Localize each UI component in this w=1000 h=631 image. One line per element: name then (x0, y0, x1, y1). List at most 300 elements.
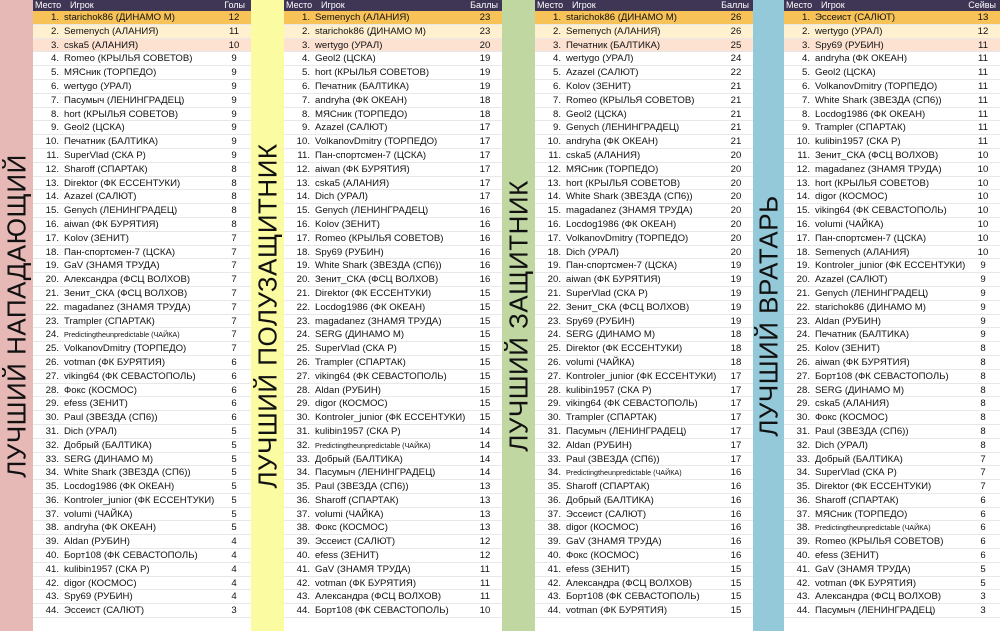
row-value: 6 (980, 550, 986, 562)
row-player: Direktor (ФК ЕССЕНТУКИ) (64, 177, 181, 189)
row-rank: 29. (296, 398, 310, 410)
row-player: GaV (ЗНАМЯ ТРУДА) (64, 260, 160, 272)
row-value: 16 (479, 205, 491, 217)
row-player: Борт108 (ФК СЕВАСТОПОЛЬ) (315, 605, 449, 617)
row-player: Direktor (ФК ЕССЕНТУКИ) (815, 481, 932, 493)
row-rank: 39. (547, 536, 561, 548)
row-player: Direktor (ФК ЕССЕНТУКИ) (315, 287, 432, 299)
table-row (535, 563, 753, 577)
row-rank: 15. (296, 205, 310, 217)
row-rank: 38. (547, 522, 561, 534)
row-rank: 38. (45, 522, 59, 534)
row-value: 6 (980, 522, 986, 534)
row-value: 9 (980, 260, 986, 272)
row-value: 5 (231, 494, 237, 506)
table-row (284, 25, 502, 39)
row-value: 9 (980, 315, 986, 327)
row-player: hort (КРЫЛЬЯ СОВЕТОВ) (64, 108, 179, 120)
row-rank: 21. (296, 287, 310, 299)
row-rank: 26. (296, 356, 310, 368)
table-row (535, 508, 753, 522)
table-row (284, 149, 502, 163)
row-player: Пасумыч (ЛЕНИНГРАДЕЦ) (815, 605, 936, 617)
row-value: 4 (231, 536, 237, 548)
row-value: 6 (231, 398, 237, 410)
table-row (784, 80, 1000, 94)
row-player: aiwan (ФК БУРЯТИЯ) (64, 218, 159, 230)
row-rank: 41. (796, 563, 810, 575)
row-value: 17 (479, 191, 491, 203)
table-row (284, 52, 502, 66)
table-row (284, 356, 502, 370)
row-rank: 20. (45, 274, 59, 286)
row-value: 5 (231, 467, 237, 479)
row-value: 5 (231, 425, 237, 437)
table-row (535, 259, 753, 273)
row-value: 17 (730, 453, 742, 465)
table-row (33, 177, 251, 191)
row-rank: 20. (796, 274, 810, 286)
row-rank: 36. (45, 494, 59, 506)
row-rank: 7. (552, 94, 561, 106)
row-rank: 34. (547, 467, 561, 479)
row-rank: 26. (796, 356, 810, 368)
table-row (784, 370, 1000, 384)
row-value: 5 (231, 522, 237, 534)
row-rank: 32. (547, 439, 561, 451)
row-rank: 27. (547, 370, 561, 382)
row-rank: 8. (301, 108, 310, 120)
table-row (535, 384, 753, 398)
table-row (784, 177, 1000, 191)
row-player: starichok86 (ДИНАМО М) (64, 12, 175, 23)
table-forward (33, 0, 251, 631)
section-strip-forward (0, 0, 33, 631)
row-player: wertygo (УРАЛ) (315, 39, 383, 51)
row-rank: 8. (50, 108, 59, 120)
row-player: Azazel (САЛЮТ) (315, 122, 388, 134)
header-value: Баллы (721, 0, 749, 10)
row-value: 15 (730, 591, 742, 603)
row-player: Добрый (БАЛТИКА) (566, 494, 654, 506)
row-value: 17 (479, 136, 491, 148)
row-player: Александра (ФСЦ ВОЛХОВ) (815, 591, 942, 603)
row-value: 12 (479, 550, 491, 562)
table-row (784, 577, 1000, 591)
row-rank: 21. (796, 287, 810, 299)
row-player: Пан-спортсмен-7 (ЦСКА) (566, 260, 678, 272)
row-player: Печатник (БАЛТИКА) (315, 80, 410, 92)
table-row (535, 328, 753, 342)
row-value: 8 (980, 398, 986, 410)
row-rank: 44. (296, 605, 310, 617)
row-player: Spy69 (РУБИН) (315, 246, 384, 258)
row-player: МЯСник (ТОРПЕДО) (315, 108, 408, 120)
table-row (33, 342, 251, 356)
table-row (784, 356, 1000, 370)
row-rank: 38. (796, 522, 810, 534)
table-row (535, 232, 753, 246)
row-rank: 3. (552, 39, 561, 51)
row-player: Эссеист (САЛЮТ) (566, 508, 647, 520)
row-rank: 14. (296, 191, 310, 203)
table-row (284, 480, 502, 494)
row-value: 19 (479, 80, 491, 92)
row-rank: 20. (296, 274, 310, 286)
row-value: 6 (231, 356, 237, 368)
table-row (284, 549, 502, 563)
table-row (784, 259, 1000, 273)
table-row (535, 535, 753, 549)
row-player: Борт108 (ФК СЕВАСТОПОЛЬ) (64, 550, 198, 562)
row-value: 8 (980, 439, 986, 451)
row-value: 8 (980, 412, 986, 424)
row-rank: 24. (547, 329, 561, 341)
row-rank: 24. (296, 329, 310, 341)
row-value: 6 (980, 536, 986, 548)
row-rank: 33. (296, 453, 310, 465)
table-row (33, 287, 251, 301)
row-value: 7 (231, 329, 237, 341)
section-title: ЛУЧШИЙ ЗАЩИТНИК (503, 179, 533, 452)
row-value: 25 (730, 39, 742, 51)
row-player: VolkanovDmitry (ТОРПЕДО) (815, 80, 938, 92)
table-row (284, 39, 502, 53)
row-player: Geol2 (ЦСКА) (566, 108, 627, 120)
table-row (784, 590, 1000, 604)
table-row (784, 204, 1000, 218)
row-player: Sharoff (СПАРТАК) (815, 494, 899, 506)
row-player: Predictingtheunpredictable (ЧАЙКА) (315, 440, 431, 450)
row-player: votman (ФК БУРЯТИЯ) (315, 577, 417, 589)
row-player: SuperVlad (СКА Р) (566, 287, 648, 299)
row-player: White Shark (ЗВЕЗДА (СП6)) (315, 260, 442, 272)
row-value: 20 (730, 177, 742, 189)
row-player: cska5 (АЛАНИЯ) (315, 177, 390, 189)
table-row (535, 39, 753, 53)
table-header (535, 0, 753, 11)
row-value: 11 (978, 53, 988, 65)
row-player: aiwan (ФК БУРЯТИЯ) (315, 163, 410, 175)
row-value: 9 (980, 301, 986, 313)
row-value: 16 (479, 246, 491, 258)
row-rank: 10. (45, 136, 59, 148)
row-value: 7 (231, 315, 237, 327)
row-rank: 18. (547, 246, 561, 258)
row-rank: 5. (301, 67, 310, 79)
row-player: МЯСник (ТОРПЕДО) (566, 163, 659, 175)
row-rank: 27. (45, 370, 59, 382)
table-row (784, 149, 1000, 163)
table-row (784, 39, 1000, 53)
table-row (784, 466, 1000, 480)
row-rank: 43. (796, 591, 810, 603)
row-player: digor (КОСМОС) (566, 522, 639, 534)
row-rank: 24. (796, 329, 810, 341)
row-rank: 14. (796, 191, 810, 203)
row-player: magadanez (ЗНАМЯ ТРУДА) (315, 315, 442, 327)
row-player: GaV (ЗНАМЯ ТРУДА) (315, 563, 411, 575)
row-player: viking64 (ФК СЕВАСТОПОЛЬ) (64, 370, 196, 382)
row-value: 15 (730, 577, 742, 589)
row-rank: 39. (45, 536, 59, 548)
row-value: 15 (479, 329, 491, 341)
section-strip-midfielder (251, 0, 284, 631)
table-row (33, 577, 251, 591)
row-value: 11 (978, 108, 988, 120)
row-player: Пан-спортсмен-7 (ЦСКА) (315, 149, 427, 161)
row-rank: 43. (45, 591, 59, 603)
row-value: 22 (730, 67, 742, 79)
row-rank: 13. (796, 177, 810, 189)
row-value: 12 (977, 25, 989, 37)
row-value: 10 (977, 177, 989, 189)
row-player: Зенит_СКА (ФСЦ ВОЛХОВ) (315, 274, 439, 286)
row-value: 8 (231, 191, 237, 203)
header-player: Игрок (572, 0, 596, 10)
row-rank: 43. (296, 591, 310, 603)
table-row (535, 494, 753, 508)
row-player: Борт108 (ФК СЕВАСТОПОЛЬ) (566, 591, 700, 603)
table-row (284, 11, 502, 25)
row-rank: 18. (296, 246, 310, 258)
table-row (784, 411, 1000, 425)
row-player: votman (ФК БУРЯТИЯ) (566, 605, 668, 617)
table-row (784, 342, 1000, 356)
table-row (284, 163, 502, 177)
table-row (33, 563, 251, 577)
row-player: Genych (ЛЕНИНГРАДЕЦ) (315, 205, 429, 217)
row-player: Александра (ФСЦ ВОЛХОВ) (566, 577, 693, 589)
row-player: Kolov (ЗЕНИТ) (64, 232, 129, 244)
table-row (535, 121, 753, 135)
row-rank: 25. (547, 343, 561, 355)
row-player: Locdog1986 (ФК ОКЕАН) (815, 108, 926, 120)
table-row (784, 11, 1000, 25)
row-player: Dich (УРАЛ) (566, 246, 620, 258)
table-row (284, 370, 502, 384)
row-rank: 32. (45, 439, 59, 451)
row-rank: 37. (296, 508, 310, 520)
row-player: Добрый (БАЛТИКА) (815, 453, 903, 465)
table-row (535, 521, 753, 535)
row-value: 3 (980, 605, 986, 617)
row-value: 20 (730, 205, 742, 217)
row-rank: 20. (547, 274, 561, 286)
row-player: МЯСник (ТОРПЕДО) (64, 67, 157, 79)
row-player: Semenych (АЛАНИЯ) (64, 25, 159, 37)
row-value: 8 (231, 177, 237, 189)
row-player: Kontroler_junior (ФК ЕССЕНТУКИ) (64, 494, 215, 506)
row-player: kulibin1957 (СКА Р) (315, 425, 401, 437)
header-rank: Место (786, 0, 813, 10)
row-player: andryha (ФК ОКЕАН) (64, 522, 157, 534)
row-value: 10 (977, 149, 989, 161)
row-player: viking64 (ФК СЕВАСТОПОЛЬ) (315, 370, 447, 382)
table-row (784, 121, 1000, 135)
row-player: magadanez (ЗНАМЯ ТРУДА) (815, 163, 942, 175)
table-goalkeeper (784, 0, 1000, 631)
row-rank: 15. (547, 205, 561, 217)
row-value: 11 (229, 25, 239, 37)
row-player: Geol2 (ЦСКА) (64, 122, 125, 134)
section-title: ЛУЧШИЙ ПОЛУЗАЩИТНИК (252, 142, 282, 489)
header-value: Голы (224, 0, 245, 10)
row-value: 16 (479, 260, 491, 272)
row-value: 20 (730, 246, 742, 258)
table-rows (784, 11, 1000, 618)
row-rank: 19. (796, 260, 810, 272)
row-value: 23 (479, 25, 491, 37)
table-row (284, 397, 502, 411)
row-rank: 21. (45, 287, 59, 299)
row-player: Зенит_СКА (ФСЦ ВОЛХОВ) (64, 287, 188, 299)
row-player: efess (ЗЕНИТ) (815, 550, 879, 562)
row-value: 5 (231, 439, 237, 451)
row-value: 13 (479, 481, 491, 493)
row-player: Печатник (БАЛТИКА) (815, 329, 910, 341)
row-rank: 29. (45, 398, 59, 410)
row-value: 15 (730, 563, 742, 575)
row-value: 9 (980, 287, 986, 299)
row-rank: 22. (547, 301, 561, 313)
row-rank: 37. (796, 508, 810, 520)
table-row (784, 94, 1000, 108)
row-rank: 41. (547, 563, 561, 575)
row-rank: 35. (796, 481, 810, 493)
row-rank: 16. (796, 218, 810, 230)
table-row (33, 453, 251, 467)
row-rank: 16. (296, 218, 310, 230)
row-value: 19 (730, 301, 742, 313)
row-player: Trampler (СПАРТАК) (64, 315, 155, 327)
row-player: Эссеист (САЛЮТ) (815, 12, 896, 23)
table-row (33, 259, 251, 273)
row-value: 10 (977, 232, 989, 244)
table-row (33, 121, 251, 135)
row-player: SuperVlad (СКА Р) (64, 149, 146, 161)
row-player: Aldan (РУБИН) (64, 536, 130, 548)
table-row (284, 246, 502, 260)
row-player: hort (КРЫЛЬЯ СОВЕТОВ) (315, 67, 430, 79)
table-row (284, 590, 502, 604)
table-row (784, 315, 1000, 329)
table-row (535, 466, 753, 480)
row-value: 9 (980, 329, 986, 341)
row-rank: 28. (296, 384, 310, 396)
row-value: 5 (231, 508, 237, 520)
table-row (784, 190, 1000, 204)
row-rank: 32. (796, 439, 810, 451)
row-value: 21 (730, 136, 742, 148)
row-value: 26 (730, 25, 742, 37)
row-player: aiwan (ФК БУРЯТИЯ) (566, 274, 661, 286)
table-row (535, 66, 753, 80)
row-rank: 44. (45, 605, 59, 617)
row-rank: 25. (296, 343, 310, 355)
row-player: Kontroler_junior (ФК ЕССЕНТУКИ) (315, 412, 466, 424)
table-row (33, 411, 251, 425)
row-value: 11 (978, 80, 988, 92)
row-player: starichok86 (ДИНАМО М) (315, 25, 426, 37)
row-player: GaV (ЗНАМЯ ТРУДА) (815, 563, 911, 575)
row-player: magadanez (ЗНАМЯ ТРУДА) (566, 205, 693, 217)
table-row (284, 94, 502, 108)
row-value: 8 (231, 218, 237, 230)
row-value: 18 (479, 108, 491, 120)
row-value: 3 (980, 591, 986, 603)
table-row (535, 218, 753, 232)
table-row (33, 494, 251, 508)
row-player: Azazel (САЛЮТ) (64, 191, 137, 203)
row-value: 10 (479, 605, 491, 617)
row-rank: 13. (296, 177, 310, 189)
table-row (784, 604, 1000, 618)
row-value: 15 (479, 343, 491, 355)
row-rank: 30. (296, 412, 310, 424)
row-player: Romeo (КРЫЛЬЯ СОВЕТОВ) (64, 53, 193, 65)
table-row (784, 480, 1000, 494)
row-rank: 12. (45, 163, 59, 175)
row-value: 18 (730, 329, 742, 341)
row-player: GaV (ЗНАМЯ ТРУДА) (566, 536, 662, 548)
row-value: 7 (231, 260, 237, 272)
row-value: 7 (980, 481, 986, 493)
row-player: Пан-спортсмен-7 (ЦСКА) (64, 246, 176, 258)
row-rank: 16. (547, 218, 561, 230)
row-player: volumi (ЧАЙКА) (64, 508, 133, 520)
table-row (284, 439, 502, 453)
row-rank: 7. (301, 94, 310, 106)
row-player: Semenych (АЛАНИЯ) (815, 246, 910, 258)
row-value: 10 (977, 246, 989, 258)
table-row (33, 218, 251, 232)
row-value: 20 (479, 39, 491, 51)
row-player: hort (КРЫЛЬЯ СОВЕТОВ) (566, 177, 681, 189)
table-row (535, 439, 753, 453)
row-rank: 22. (296, 301, 310, 313)
row-value: 8 (980, 370, 986, 382)
row-rank: 43. (547, 591, 561, 603)
row-value: 6 (231, 370, 237, 382)
row-value: 13 (977, 12, 989, 23)
table-row (33, 384, 251, 398)
row-player: Пан-спортсмен-7 (ЦСКА) (815, 232, 927, 244)
row-player: Печатник (БАЛТИКА) (64, 136, 159, 148)
table-row (784, 108, 1000, 122)
row-value: 10 (228, 39, 240, 51)
table-header (784, 0, 1000, 11)
table-row (33, 25, 251, 39)
row-rank: 11. (46, 149, 59, 161)
table-row (33, 39, 251, 53)
table-row (535, 177, 753, 191)
table-row (535, 108, 753, 122)
row-value: 11 (480, 563, 490, 575)
table-row (784, 218, 1000, 232)
row-rank: 5. (552, 67, 561, 79)
row-value: 9 (231, 53, 237, 65)
row-player: viking64 (ФК СЕВАСТОПОЛЬ) (815, 205, 947, 217)
row-rank: 4. (552, 53, 561, 65)
row-player: Kontroler_junior (ФК ЕССЕНТУКИ) (815, 260, 966, 272)
row-value: 6 (231, 384, 237, 396)
row-player: Фокс (КОСМОС) (64, 384, 137, 396)
row-rank: 27. (296, 370, 310, 382)
header-rank: Место (286, 0, 313, 10)
header-player: Игрок (321, 0, 345, 10)
row-player: МЯСник (ТОРПЕДО) (815, 508, 908, 520)
